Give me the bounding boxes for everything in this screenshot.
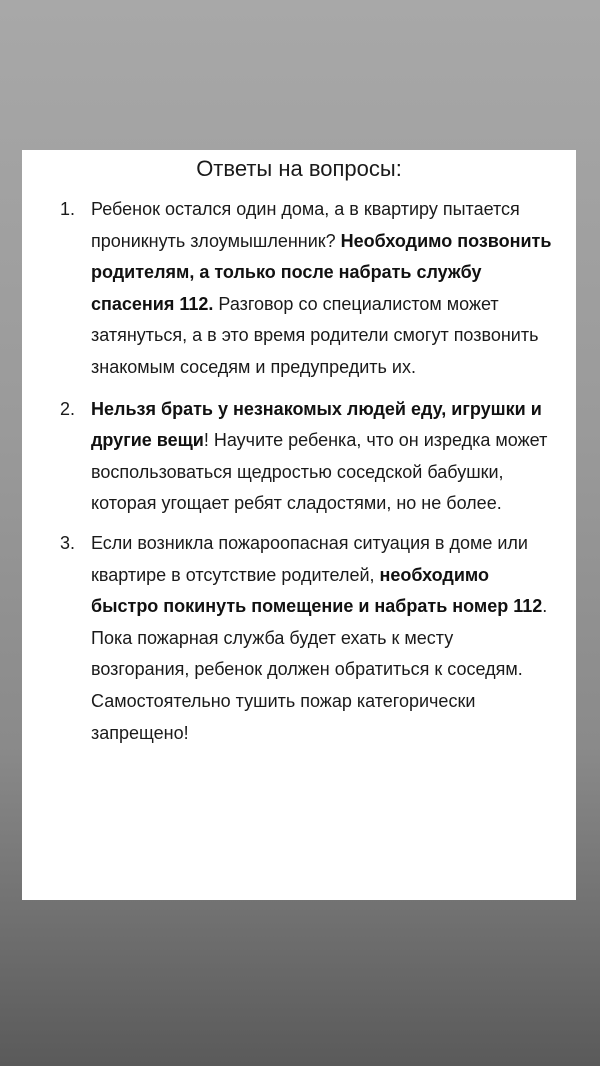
item-text <box>91 528 553 749</box>
item-text <box>91 394 553 520</box>
item-text-bold-part: Необходимо позвонить родителям, а только после набрать службу спасения 112. <box>91 230 552 314</box>
answers-list <box>22 194 576 749</box>
item-text-part: Ребенок остался один дома, а в квартиру пытается проникнуть злоумышленник? <box>91 199 520 251</box>
item-text-part: . Пока пожарная служба будет ехать к месту возгорания, ребенок должен обратиться к соседям. Самостоятельно тушить пожар категорически запрещено! <box>91 596 548 743</box>
item-text-bold-part: необходимо быстро покинуть помещение и набрать номер 112 <box>91 564 543 617</box>
list-item <box>22 528 576 749</box>
item-text-part: ! Научите ребенка, что он изредка может воспользоваться щедростью соседской бабушки, которая угощает ребят сладостями, но не более. <box>91 430 548 514</box>
item-text <box>91 194 553 384</box>
item-number: 1. <box>60 199 76 219</box>
item-text-part: Разговор со специалистом может затянуться, а в это время родители смогут позвонить знакомым соседям и предупредить их. <box>91 293 539 377</box>
item-text-part: Если возникла пожароопасная ситуация в доме или квартире в отсутствие родителей, <box>91 532 528 585</box>
item-number: 3. <box>60 532 76 553</box>
list-item <box>22 394 576 520</box>
list-item <box>22 194 576 384</box>
document-title: Ответы на вопросы: <box>196 156 402 181</box>
item-number: 2. <box>60 398 76 419</box>
item-text-bold-part: Нельзя брать у незнакомых людей еду, игрушки и другие вещи <box>91 398 542 451</box>
document-card <box>22 150 576 900</box>
